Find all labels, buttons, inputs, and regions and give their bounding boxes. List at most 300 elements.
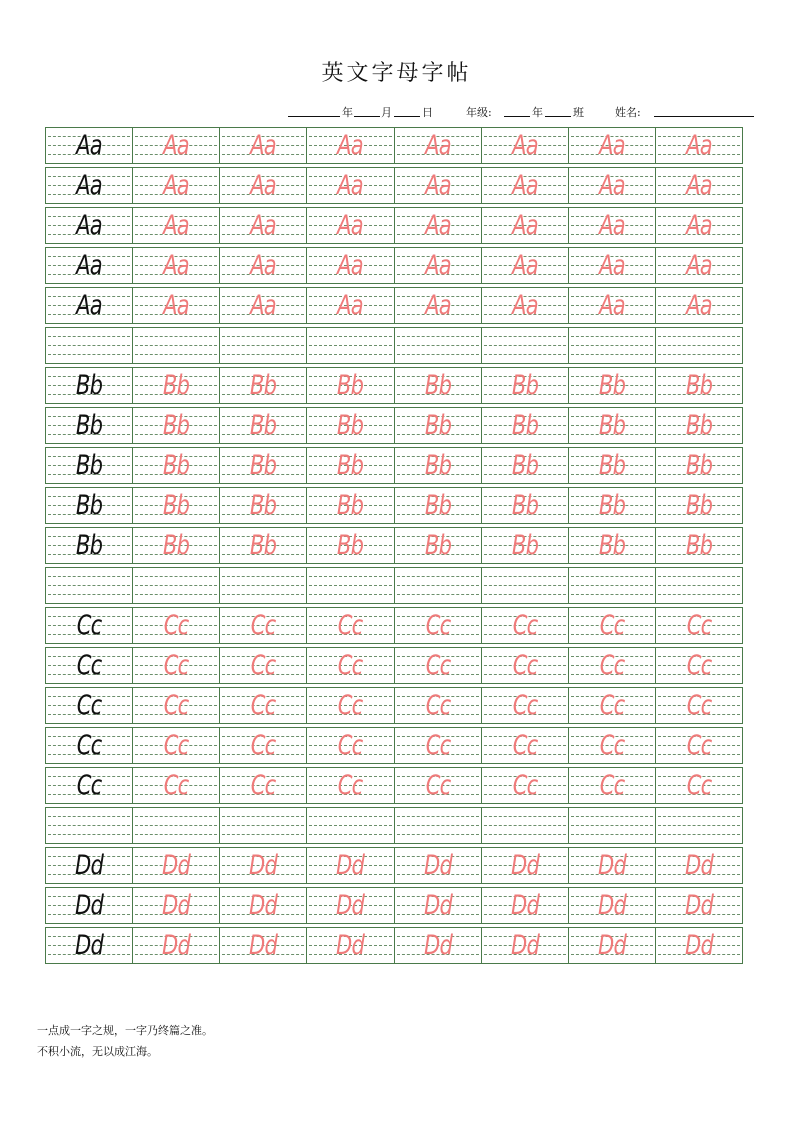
practice-cell[interactable] xyxy=(569,648,656,683)
trace-letter: Dd xyxy=(162,850,191,881)
letter-row xyxy=(45,447,743,484)
quotes xyxy=(37,1020,213,1062)
practice-cell[interactable] xyxy=(569,448,656,483)
trace-letter: Bb xyxy=(163,450,190,481)
practice-cell[interactable] xyxy=(569,848,656,883)
practice-cell[interactable] xyxy=(46,368,133,403)
practice-cell[interactable] xyxy=(307,448,394,483)
model-letter: Dd xyxy=(75,850,104,881)
letter-row xyxy=(45,607,743,644)
practice-cell[interactable] xyxy=(133,808,220,843)
practice-cell[interactable] xyxy=(46,608,133,643)
practice-cell[interactable] xyxy=(220,688,307,723)
practice-cell[interactable] xyxy=(307,368,394,403)
trace-letter: Cc xyxy=(512,730,538,761)
practice-cell[interactable] xyxy=(395,248,482,283)
guide-line xyxy=(658,576,740,577)
practice-cell[interactable] xyxy=(220,408,307,443)
model-letter: Aa xyxy=(76,290,102,321)
model-letter: Cc xyxy=(76,730,102,761)
practice-cell[interactable] xyxy=(46,288,133,323)
practice-cell[interactable] xyxy=(656,408,742,443)
practice-cell[interactable] xyxy=(46,888,133,923)
practice-cell[interactable] xyxy=(220,208,307,243)
practice-cell[interactable] xyxy=(656,928,742,963)
trace-letter: Bb xyxy=(424,370,451,401)
practice-cell[interactable] xyxy=(307,568,394,603)
practice-cell[interactable] xyxy=(46,328,133,363)
practice-cell[interactable] xyxy=(46,488,133,523)
practice-cell[interactable] xyxy=(482,888,569,923)
guide-line xyxy=(571,345,653,346)
practice-cell[interactable] xyxy=(482,768,569,803)
practice-cell[interactable] xyxy=(220,168,307,203)
practice-cell[interactable] xyxy=(307,808,394,843)
trace-letter: Bb xyxy=(685,410,713,441)
practice-cell[interactable] xyxy=(656,488,742,523)
practice-cell[interactable] xyxy=(133,488,220,523)
trace-letter: Cc xyxy=(250,770,276,801)
trace-letter: Aa xyxy=(686,130,712,161)
guide-line xyxy=(571,816,653,817)
practice-cell[interactable] xyxy=(220,128,307,163)
practice-cell[interactable] xyxy=(307,208,394,243)
practice-cell[interactable] xyxy=(395,408,482,443)
practice-cell[interactable] xyxy=(307,768,394,803)
practice-cell[interactable] xyxy=(569,328,656,363)
date-month-blank[interactable] xyxy=(354,104,380,117)
practice-cell[interactable] xyxy=(220,608,307,643)
guide-line xyxy=(397,336,479,337)
letter-row xyxy=(45,407,743,444)
trace-letter: Cc xyxy=(512,610,538,641)
practice-cell[interactable] xyxy=(569,168,656,203)
practice-cell[interactable] xyxy=(656,528,742,563)
trace-letter: Cc xyxy=(250,650,276,681)
practice-cell[interactable] xyxy=(656,128,742,163)
guide-line xyxy=(222,585,304,586)
practice-cell[interactable] xyxy=(656,208,742,243)
practice-cell[interactable] xyxy=(307,408,394,443)
practice-cell[interactable] xyxy=(569,688,656,723)
trace-letter: Bb xyxy=(337,490,364,521)
guide-line xyxy=(309,816,391,817)
guide-line xyxy=(571,576,653,577)
practice-cell[interactable] xyxy=(482,328,569,363)
trace-letter: Bb xyxy=(163,490,190,521)
trace-letter: Aa xyxy=(424,130,451,161)
guide-line xyxy=(397,816,479,817)
practice-cell[interactable] xyxy=(656,368,742,403)
practice-cell[interactable] xyxy=(656,168,742,203)
practice-cell[interactable] xyxy=(46,568,133,603)
guide-line xyxy=(484,825,566,826)
trace-letter: Bb xyxy=(424,450,451,481)
trace-letter: Cc xyxy=(686,770,712,801)
practice-cell[interactable] xyxy=(482,488,569,523)
practice-cell[interactable] xyxy=(46,688,133,723)
guide-line xyxy=(222,825,304,826)
practice-cell[interactable] xyxy=(569,128,656,163)
practice-cell[interactable] xyxy=(656,688,742,723)
practice-cell[interactable] xyxy=(46,448,133,483)
practice-cell[interactable] xyxy=(395,648,482,683)
guide-line xyxy=(397,576,479,577)
trace-letter: Aa xyxy=(598,290,625,321)
guide-line xyxy=(135,585,217,586)
practice-cell[interactable] xyxy=(307,848,394,883)
practice-cell[interactable] xyxy=(307,528,394,563)
trace-letter: Cc xyxy=(599,610,625,641)
guide-line xyxy=(484,576,566,577)
practice-cell[interactable] xyxy=(220,488,307,523)
practice-cell[interactable] xyxy=(395,608,482,643)
practice-cell[interactable] xyxy=(482,288,569,323)
practice-cell[interactable] xyxy=(46,648,133,683)
guide-line xyxy=(48,816,130,817)
trace-letter: Aa xyxy=(598,250,625,281)
practice-cell[interactable] xyxy=(569,888,656,923)
practice-cell[interactable] xyxy=(133,408,220,443)
trace-letter: Aa xyxy=(337,250,364,281)
practice-cell[interactable] xyxy=(569,928,656,963)
guide-line xyxy=(658,354,740,355)
guide-line xyxy=(658,816,740,817)
trace-letter: Dd xyxy=(249,930,278,961)
practice-cell[interactable] xyxy=(307,168,394,203)
trace-letter: Dd xyxy=(423,850,452,881)
practice-cell[interactable] xyxy=(46,848,133,883)
practice-cell[interactable] xyxy=(482,448,569,483)
class-blank[interactable] xyxy=(545,104,571,117)
practice-cell[interactable] xyxy=(307,888,394,923)
practice-cell[interactable] xyxy=(656,288,742,323)
guide-line xyxy=(571,336,653,337)
practice-cell[interactable] xyxy=(46,208,133,243)
practice-cell[interactable] xyxy=(395,488,482,523)
practice-cell[interactable] xyxy=(569,808,656,843)
practice-cell[interactable] xyxy=(482,608,569,643)
practice-cell[interactable] xyxy=(307,608,394,643)
trace-letter: Bb xyxy=(598,490,625,521)
guide-line xyxy=(484,336,566,337)
practice-cell[interactable] xyxy=(395,768,482,803)
practice-cell[interactable] xyxy=(482,408,569,443)
trace-letter: Dd xyxy=(162,890,191,921)
guide-line xyxy=(484,345,566,346)
trace-letter: Aa xyxy=(163,210,190,241)
trace-letter: Bb xyxy=(250,410,277,441)
practice-cell[interactable] xyxy=(656,648,742,683)
practice-cell[interactable] xyxy=(482,528,569,563)
practice-cell[interactable] xyxy=(307,248,394,283)
month-label: 月 xyxy=(381,106,392,119)
practice-cell[interactable] xyxy=(307,488,394,523)
practice-cell[interactable] xyxy=(482,568,569,603)
trace-letter: Aa xyxy=(511,170,538,201)
practice-cell[interactable] xyxy=(656,608,742,643)
practice-cell[interactable] xyxy=(220,568,307,603)
practice-cell[interactable] xyxy=(133,648,220,683)
practice-cell[interactable] xyxy=(569,208,656,243)
model-letter: Cc xyxy=(76,610,102,641)
trace-letter: Dd xyxy=(423,930,452,961)
trace-letter: Bb xyxy=(511,410,538,441)
practice-cell[interactable] xyxy=(395,328,482,363)
trace-letter: Bb xyxy=(163,410,190,441)
day-label: 日 xyxy=(422,106,433,119)
practice-cell[interactable] xyxy=(220,368,307,403)
guide-line xyxy=(309,336,391,337)
practice-cell[interactable] xyxy=(395,128,482,163)
practice-cell[interactable] xyxy=(220,288,307,323)
trace-letter: Aa xyxy=(250,250,277,281)
trace-letter: Cc xyxy=(512,770,538,801)
practice-cell[interactable] xyxy=(133,168,220,203)
practice-cell[interactable] xyxy=(569,488,656,523)
practice-cell[interactable] xyxy=(395,208,482,243)
trace-letter: Aa xyxy=(337,210,364,241)
practice-cell[interactable] xyxy=(133,688,220,723)
practice-cell[interactable] xyxy=(307,728,394,763)
practice-cell[interactable] xyxy=(395,448,482,483)
guide-line xyxy=(222,336,304,337)
guide-line xyxy=(397,594,479,595)
practice-cell[interactable] xyxy=(307,688,394,723)
practice-cell[interactable] xyxy=(133,248,220,283)
guide-line xyxy=(309,576,391,577)
practice-cell[interactable] xyxy=(569,608,656,643)
name-blank[interactable] xyxy=(654,104,754,117)
practice-cell[interactable] xyxy=(656,448,742,483)
practice-cell[interactable] xyxy=(395,168,482,203)
practice-cell[interactable] xyxy=(220,768,307,803)
guide-line xyxy=(658,336,740,337)
guide-line xyxy=(309,585,391,586)
practice-cell[interactable] xyxy=(482,648,569,683)
practice-cell[interactable] xyxy=(482,368,569,403)
practice-cell[interactable] xyxy=(395,928,482,963)
practice-cell[interactable] xyxy=(220,528,307,563)
practice-cell[interactable] xyxy=(482,928,569,963)
practice-cell[interactable] xyxy=(569,728,656,763)
practice-cell[interactable] xyxy=(395,368,482,403)
practice-cell[interactable] xyxy=(46,728,133,763)
guide-line xyxy=(309,345,391,346)
practice-cell[interactable] xyxy=(307,328,394,363)
trace-letter: Bb xyxy=(424,530,451,561)
practice-cell[interactable] xyxy=(307,648,394,683)
trace-letter: Aa xyxy=(686,290,712,321)
practice-cell[interactable] xyxy=(395,728,482,763)
trace-letter: Dd xyxy=(597,930,626,961)
model-letter: Bb xyxy=(75,370,103,401)
practice-cell[interactable] xyxy=(395,528,482,563)
trace-letter: Dd xyxy=(510,850,539,881)
practice-cell[interactable] xyxy=(133,888,220,923)
model-letter: Aa xyxy=(76,170,102,201)
trace-letter: Cc xyxy=(425,690,450,721)
guide-line xyxy=(484,594,566,595)
practice-cell[interactable] xyxy=(133,728,220,763)
practice-cell[interactable] xyxy=(482,728,569,763)
practice-cell[interactable] xyxy=(46,248,133,283)
practice-cell[interactable] xyxy=(395,568,482,603)
guide-line xyxy=(658,834,740,835)
practice-cell[interactable] xyxy=(220,728,307,763)
trace-letter: Aa xyxy=(337,170,364,201)
practice-cell[interactable] xyxy=(133,768,220,803)
practice-cell[interactable] xyxy=(569,408,656,443)
practice-cell[interactable] xyxy=(569,768,656,803)
model-letter: Bb xyxy=(75,450,103,481)
trace-letter: Cc xyxy=(250,690,276,721)
practice-cell[interactable] xyxy=(46,168,133,203)
guide-line xyxy=(48,345,130,346)
practice-cell[interactable] xyxy=(46,408,133,443)
trace-letter: Aa xyxy=(686,210,712,241)
practice-cell[interactable] xyxy=(482,808,569,843)
practice-cell[interactable] xyxy=(482,168,569,203)
guide-line xyxy=(484,834,566,835)
practice-cell[interactable] xyxy=(482,248,569,283)
trace-letter: Cc xyxy=(425,770,450,801)
practice-cell[interactable] xyxy=(656,328,742,363)
practice-cell[interactable] xyxy=(46,768,133,803)
date-day-blank[interactable] xyxy=(394,104,420,117)
model-letter: Dd xyxy=(75,890,104,921)
practice-cell[interactable] xyxy=(307,928,394,963)
practice-cell[interactable] xyxy=(133,368,220,403)
trace-letter: Bb xyxy=(685,530,713,561)
practice-cell[interactable] xyxy=(656,768,742,803)
quote-line: 一点成一字之规，一字乃终篇之准。 xyxy=(37,1024,213,1037)
practice-cell[interactable] xyxy=(569,248,656,283)
practice-cell[interactable] xyxy=(656,808,742,843)
trace-letter: Aa xyxy=(250,130,277,161)
trace-letter: Aa xyxy=(163,170,190,201)
model-letter: Dd xyxy=(75,930,104,961)
practice-cell[interactable] xyxy=(133,528,220,563)
practice-cell[interactable] xyxy=(395,888,482,923)
practice-cell[interactable] xyxy=(569,568,656,603)
guide-line xyxy=(135,345,217,346)
guide-line xyxy=(222,816,304,817)
practice-cell[interactable] xyxy=(307,288,394,323)
practice-cell[interactable] xyxy=(569,288,656,323)
practice-cell[interactable] xyxy=(133,568,220,603)
practice-cell[interactable] xyxy=(220,248,307,283)
practice-cell[interactable] xyxy=(395,848,482,883)
trace-letter: Aa xyxy=(424,290,451,321)
practice-cell[interactable] xyxy=(133,448,220,483)
practice-cell[interactable] xyxy=(220,848,307,883)
practice-cell[interactable] xyxy=(133,288,220,323)
practice-cell[interactable] xyxy=(220,328,307,363)
model-letter: Cc xyxy=(76,770,102,801)
guide-line xyxy=(48,834,130,835)
trace-letter: Aa xyxy=(337,130,364,161)
trace-letter: Cc xyxy=(425,730,450,761)
trace-letter: Bb xyxy=(337,370,364,401)
guide-line xyxy=(571,825,653,826)
page-title: 英文字母字帖 xyxy=(321,61,472,86)
guide-line xyxy=(571,354,653,355)
practice-cell[interactable] xyxy=(220,648,307,683)
practice-cell[interactable] xyxy=(482,848,569,883)
practice-cell[interactable] xyxy=(220,808,307,843)
guide-line xyxy=(658,345,740,346)
trace-letter: Dd xyxy=(162,930,191,961)
trace-letter: Cc xyxy=(163,770,189,801)
trace-letter: Cc xyxy=(686,730,712,761)
guide-line xyxy=(135,834,217,835)
practice-cell[interactable] xyxy=(46,808,133,843)
trace-letter: Cc xyxy=(338,770,363,801)
model-letter: Aa xyxy=(76,210,102,241)
trace-letter: Aa xyxy=(511,130,538,161)
practice-cell[interactable] xyxy=(133,328,220,363)
practice-cell[interactable] xyxy=(307,128,394,163)
practice-cell[interactable] xyxy=(133,928,220,963)
letter-row xyxy=(45,527,743,564)
practice-cell[interactable] xyxy=(569,528,656,563)
practice-cell[interactable] xyxy=(220,448,307,483)
practice-cell[interactable] xyxy=(656,848,742,883)
practice-cell[interactable] xyxy=(220,888,307,923)
practice-cell[interactable] xyxy=(133,208,220,243)
practice-cell[interactable] xyxy=(395,688,482,723)
trace-letter: Bb xyxy=(511,490,538,521)
practice-cell[interactable] xyxy=(46,128,133,163)
trace-letter: Cc xyxy=(599,770,625,801)
practice-cell[interactable] xyxy=(133,128,220,163)
practice-cell[interactable] xyxy=(569,368,656,403)
guide-line xyxy=(222,354,304,355)
trace-letter: Bb xyxy=(163,530,190,561)
practice-cell[interactable] xyxy=(482,688,569,723)
practice-cell[interactable] xyxy=(46,528,133,563)
trace-letter: Dd xyxy=(336,890,365,921)
grade-year-blank[interactable] xyxy=(504,104,530,117)
blank-practice-row xyxy=(45,327,743,364)
practice-cell[interactable] xyxy=(133,848,220,883)
practice-cell[interactable] xyxy=(220,928,307,963)
student-info-line xyxy=(288,104,758,120)
practice-cell[interactable] xyxy=(395,288,482,323)
practice-cell[interactable] xyxy=(395,808,482,843)
practice-cell[interactable] xyxy=(656,888,742,923)
letter-row xyxy=(45,847,743,884)
practice-cell[interactable] xyxy=(656,728,742,763)
practice-grid xyxy=(45,127,745,967)
model-letter: Bb xyxy=(75,530,103,561)
practice-cell[interactable] xyxy=(656,248,742,283)
guide-line xyxy=(397,585,479,586)
trace-letter: Cc xyxy=(250,610,276,641)
practice-cell[interactable] xyxy=(482,128,569,163)
guide-line xyxy=(484,585,566,586)
practice-cell[interactable] xyxy=(133,608,220,643)
practice-cell[interactable] xyxy=(46,928,133,963)
trace-letter: Bb xyxy=(598,410,625,441)
guide-line xyxy=(571,594,653,595)
trace-letter: Cc xyxy=(686,650,712,681)
practice-cell[interactable] xyxy=(656,568,742,603)
trace-letter: Bb xyxy=(685,370,713,401)
practice-cell[interactable] xyxy=(482,208,569,243)
date-year-blank[interactable] xyxy=(288,104,340,117)
